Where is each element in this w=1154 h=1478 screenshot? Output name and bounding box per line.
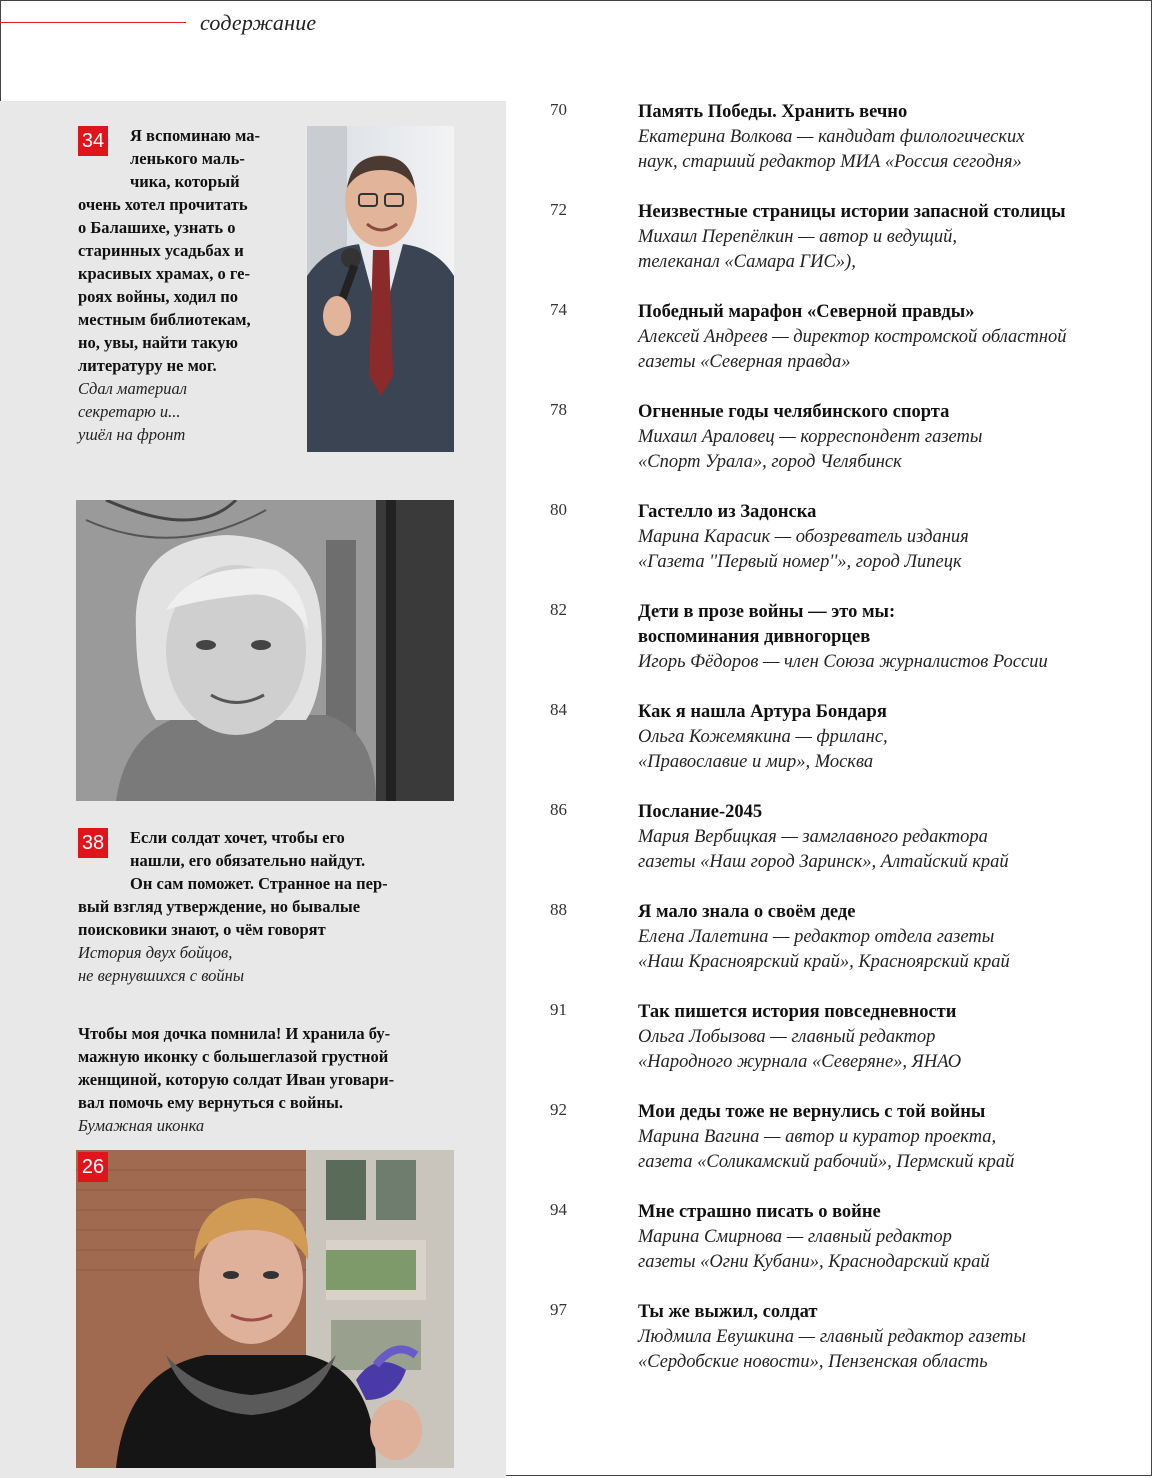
toc-author-line: «Спорт Урала», город Челябинск (638, 452, 902, 472)
toc-author-line: Марина Вагина — автор и куратор проекта, (638, 1127, 997, 1147)
teaser-line: женщиной, которую солдат Иван уговари- (78, 1070, 395, 1089)
toc-author-line: Михаил Араловец — корреспондент газеты (638, 427, 983, 447)
teaser-page-badge[interactable]: 34 (78, 126, 108, 156)
toc-author (638, 225, 1148, 275)
teaser-line: но, увы, найти такую (78, 333, 238, 352)
teaser-text (78, 124, 308, 377)
toc-title-line: Послание-2045 (638, 802, 763, 822)
toc-page-number: 84 (550, 700, 567, 719)
photo-woman-portrait (76, 500, 454, 801)
photo-woman-flowers-illustration (76, 1150, 454, 1468)
teaser-line: поисковики знают, о чём говорят (78, 920, 326, 939)
toc-title[interactable] (638, 200, 1148, 225)
teaser-caption-line: История двух бойцов, (78, 943, 233, 962)
teaser-line: ленького маль- (130, 149, 245, 168)
toc-author-line: газеты «Северная правда» (638, 352, 851, 372)
toc-page-number: 92 (550, 1100, 567, 1119)
teaser-caption-line: Сдал материал (78, 379, 187, 398)
teaser-line: очень хотел прочитать (78, 195, 248, 214)
toc-title[interactable] (638, 1300, 1148, 1325)
toc-author-line: «Наш Красноярский край», Красноярский край (638, 952, 1010, 972)
toc-title-line: Как я нашла Артура Бондаря (638, 702, 887, 722)
photo-woman-with-flowers (76, 1150, 454, 1468)
toc-title-line: Победный марафон «Северной правды» (638, 302, 975, 322)
toc-title[interactable] (638, 1100, 1148, 1125)
toc-title[interactable] (638, 1200, 1148, 1225)
toc-author (638, 1025, 1148, 1075)
teaser-line: местным библиотекам, (78, 310, 251, 329)
toc-author-line: Людмила Евушкина — главный редактор газеты (638, 1327, 1026, 1347)
toc-author-line: Екатерина Волкова — кандидат филологических (638, 127, 1025, 147)
toc-page-number: 97 (550, 1300, 567, 1319)
toc-title-line: Мои деды тоже не вернулись с той войны (638, 1102, 986, 1122)
teaser-caption[interactable] (78, 1114, 488, 1137)
toc-title[interactable] (638, 300, 1148, 325)
teaser-caption-line: Бумажная иконка (78, 1116, 205, 1135)
teaser-line: о Балашихе, узнать о (78, 218, 236, 237)
section-title: содержание (200, 10, 317, 35)
toc-author (638, 725, 1148, 775)
teaser-caption-line: не вернувшихся с войны (78, 966, 245, 985)
toc-author (638, 825, 1148, 875)
toc-page-number: 74 (550, 300, 567, 319)
toc-page-number: 94 (550, 1200, 567, 1219)
toc-author-line: «Газета ''Первый номер''», город Липецк (638, 552, 962, 572)
toc-author (638, 1225, 1148, 1275)
teaser-line: вый взгляд утверждение, но бывалые (78, 897, 361, 916)
toc-author-line: телеканал «Самара ГИС»), (638, 252, 856, 272)
teaser-line: вал помочь ему вернуться с войны. (78, 1093, 343, 1112)
toc-title[interactable] (638, 700, 1148, 725)
teaser-page-badge[interactable]: 38 (78, 828, 108, 858)
toc-title-line: Гастелло из Задонска (638, 502, 817, 522)
toc-author (638, 525, 1148, 575)
toc-page-number: 91 (550, 1000, 567, 1019)
toc-title-line: Дети в прозе войны — это мы: (638, 602, 896, 622)
teaser-text (78, 826, 478, 941)
photo-woman-illustration (76, 500, 454, 801)
toc-author (638, 925, 1148, 975)
toc-author-line: Елена Лалетина — редактор отдела газеты (638, 927, 995, 947)
toc-author-line: Марина Смирнова — главный редактор (638, 1227, 952, 1247)
toc-page-number: 72 (550, 200, 567, 219)
toc-title-line: Мне страшно писать о войне (638, 1202, 881, 1222)
toc-title[interactable] (638, 500, 1148, 525)
toc-title-line: Ты же выжил, солдат (638, 1302, 818, 1322)
toc-author-line: наук, старший редактор МИА «Россия сегодня» (638, 152, 1022, 172)
toc-title-line: Огненные годы челябинского спорта (638, 402, 950, 422)
teaser-line: Я вспоминаю ма- (130, 126, 261, 145)
toc-author-line: «Православие и мир», Москва (638, 752, 874, 772)
toc-page-number: 70 (550, 100, 567, 119)
toc-page-number: 82 (550, 600, 567, 619)
teaser-line: красивых храмах, о ге- (78, 264, 250, 283)
teaser-caption[interactable] (78, 377, 298, 446)
toc-page-number: 78 (550, 400, 567, 419)
teaser-line: роях войны, ходил по (78, 287, 238, 306)
toc-author-line: Ольга Кожемякина — фриланс, (638, 727, 888, 747)
toc-author-line: газета «Соликамский рабочий», Пермский край (638, 1152, 1015, 1172)
toc-author (638, 650, 1148, 675)
toc-title-line: воспоминания дивногорцев (638, 627, 871, 647)
toc-author-line: Алексей Андреев — директор костромской областной (638, 327, 1067, 347)
toc-author-line: «Народного журнала «Северяне», ЯНАО (638, 1052, 962, 1072)
teaser-line: Он сам поможет. Странное на пер- (130, 874, 388, 893)
teaser-line: литературу не мог. (78, 356, 217, 375)
teaser-caption[interactable] (78, 941, 478, 987)
teaser-line: нашли, его обязательно найдут. (130, 851, 366, 870)
toc-author-line: Михаил Перепёлкин — автор и ведущий, (638, 227, 957, 247)
toc-title-line: Я мало знала о своём деде (638, 902, 856, 922)
teaser-text (78, 1022, 488, 1114)
toc-author-line: Марина Карасик — обозреватель издания (638, 527, 969, 547)
toc-author-line: газеты «Огни Кубани», Краснодарский край (638, 1252, 990, 1272)
teaser-line: старинных усадьбах и (78, 241, 244, 260)
toc-title[interactable] (638, 400, 1148, 425)
teaser-page-badge[interactable]: 26 (78, 1152, 108, 1182)
toc-title-line: Память Победы. Хранить вечно (638, 102, 908, 122)
toc-author (638, 425, 1148, 475)
toc-author-line: Ольга Лобызова — главный редактор (638, 1027, 936, 1047)
toc-title-line: Неизвестные страницы истории запасной столицы (638, 202, 1066, 222)
toc-author (638, 125, 1148, 175)
toc-author-line: «Сердобские новости», Пензенская область (638, 1352, 988, 1372)
toc-author (638, 1325, 1148, 1375)
toc-author-line: Игорь Фёдоров — член Союза журналистов России (638, 652, 1048, 672)
toc-title[interactable] (638, 100, 1148, 125)
toc-page-number: 88 (550, 900, 567, 919)
toc-title[interactable] (638, 600, 1148, 650)
teaser-line: Если солдат хочет, чтобы его (130, 828, 345, 847)
toc-title[interactable] (638, 800, 1148, 825)
toc-page-number: 86 (550, 800, 567, 819)
teaser-caption-line: ушёл на фронт (78, 425, 186, 444)
teaser-line: Чтобы моя дочка помнила! И хранила бу- (78, 1024, 391, 1043)
header-rule (0, 22, 186, 23)
teaser-line: чика, который (130, 172, 240, 191)
toc-title[interactable] (638, 900, 1148, 925)
teaser-caption-line: секретарю и... (78, 402, 181, 421)
toc-title[interactable] (638, 1000, 1148, 1025)
toc-page-number: 80 (550, 500, 567, 519)
toc-author-line: Мария Вербицкая — замглавного редактора (638, 827, 988, 847)
toc-author-line: газеты «Наш город Заринск», Алтайский край (638, 852, 1009, 872)
toc-title-line: Так пишется история повседневности (638, 1002, 957, 1022)
toc-author (638, 325, 1148, 375)
photo-man-with-microphone (307, 126, 454, 452)
teaser-line: мажную иконку с большеглазой грустной (78, 1047, 389, 1066)
photo-man-illustration (307, 126, 454, 452)
toc-author (638, 1125, 1148, 1175)
